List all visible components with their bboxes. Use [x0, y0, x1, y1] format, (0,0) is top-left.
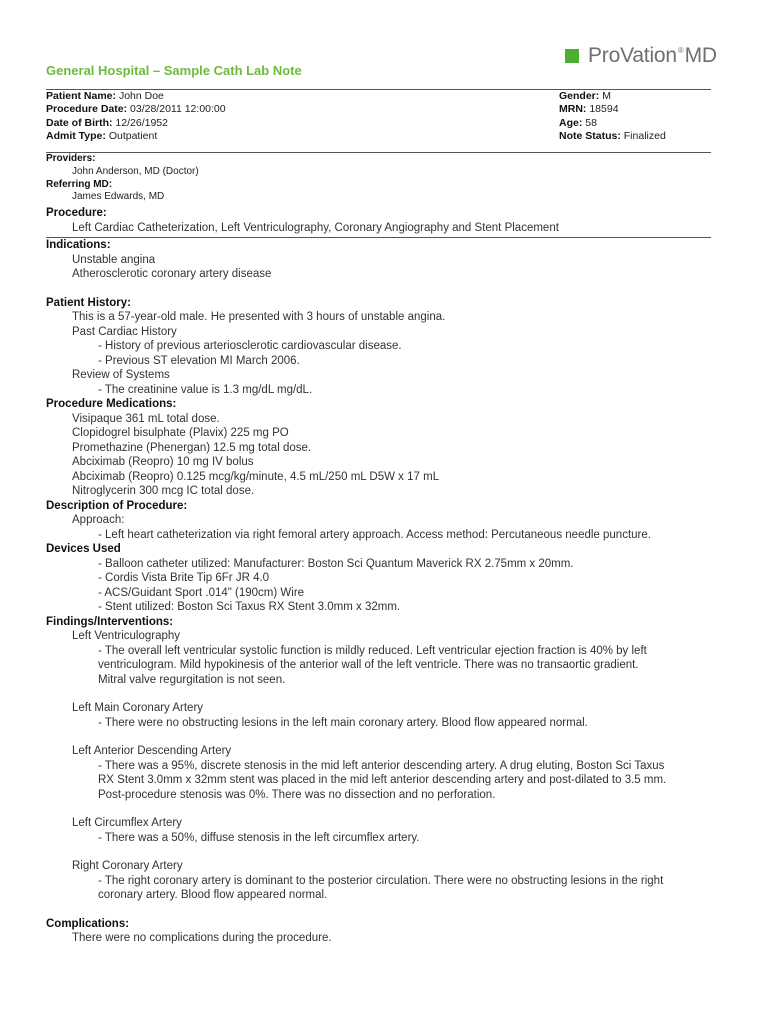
medications-section [46, 397, 716, 499]
logo-square-icon [565, 49, 579, 63]
medication-item: Nitroglycerin 300 mcg IC total dose. [72, 485, 255, 498]
approach-label: Approach: [72, 514, 125, 527]
past-cardiac-item: - Previous ST elevation MI March 2006. [98, 354, 300, 367]
admit-type: Outpatient [108, 129, 158, 142]
procedure-section [46, 206, 716, 235]
procedure-date-row: Procedure Date: 03/28/2011 12:00:00 [46, 103, 226, 116]
device-item: - Cordis Vista Brite Tip 6Fr JR 4.0 [98, 572, 270, 585]
findings-label: Findings/Interventions: [46, 615, 174, 628]
patient-info-left [46, 90, 226, 143]
finding-line: Post-procedure stenosis was 0%. There was no dissection and no perforation. [98, 788, 496, 801]
indications-label: Indications: [46, 239, 111, 252]
review-systems-item: - The creatinine value is 1.3 mg/dL mg/dL. [98, 383, 313, 396]
finding-title: Left Ventriculography [72, 630, 181, 643]
medication-item: Clopidogrel bisulphate (Plavix) 225 mg PO [72, 427, 289, 440]
finding-line: - There was a 50%, diffuse stenosis in the left circumflex artery. [98, 831, 420, 844]
note-content [46, 153, 716, 946]
medication-item: Abciximab (Reopro) 10 mg IV bolus [72, 456, 254, 469]
dob-row: Date of Birth: 12/26/1952 [46, 116, 168, 129]
logo-brand: ProVation [588, 44, 677, 67]
logo-suffix: MD [684, 44, 717, 67]
page-title: General Hospital – Sample Cath Lab Note [46, 63, 302, 78]
mrn-row: MRN: 18594 [559, 103, 619, 116]
indications-section [46, 238, 716, 282]
finding-title: Left Circumflex Artery [72, 817, 182, 830]
finding-title: Left Main Coronary Artery [72, 702, 204, 715]
findings-section [46, 615, 716, 917]
finding-title: Left Anterior Descending Artery [72, 745, 232, 758]
finding-line: - The overall left ventricular systolic function is mildly reduced. Left ventricular ejection fraction is 40% by left [98, 644, 647, 657]
approach-text: - Left heart catheterization via right femoral artery approach. Access method: Percutaneous needle puncture. [98, 528, 651, 541]
description-section [46, 499, 716, 543]
note-status-row: Note Status: Finalized [559, 129, 666, 142]
provation-logo [565, 44, 717, 68]
device-item: - Balloon catheter utilized: Manufacturer: Boston Sci Quantum Maverick RX 2.75mm x 20mm. [98, 557, 574, 570]
past-cardiac-item: - History of previous arteriosclerotic cardiovascular disease. [98, 340, 402, 353]
finding-line: - There were no obstructing lesions in the left main coronary artery. Blood flow appeared normal. [98, 716, 588, 729]
past-cardiac-label: Past Cardiac History [72, 325, 177, 338]
devices-label: Devices Used [46, 543, 121, 556]
patient-name: John Doe [118, 90, 164, 102]
referring-md-label: Referring MD: [46, 178, 113, 190]
age: 58 [585, 116, 597, 129]
finding-line: - The right coronary artery is dominant to the posterior circulation. There were no obstructing lesions in the right [98, 874, 664, 887]
finding-title: Right Coronary Artery [72, 860, 183, 873]
indication-item: Unstable angina [72, 253, 156, 266]
complications-label: Complications: [46, 917, 130, 930]
patient-name-row: Patient Name: John Doe [46, 90, 164, 102]
medication-item: Abciximab (Reopro) 0.125 mcg/kg/minute, 4.5 mL/250 mL D5W x 17 mL [72, 470, 440, 483]
complications-section [46, 917, 716, 946]
review-systems-label: Review of Systems [72, 369, 170, 382]
indication-item: Atherosclerotic coronary artery disease [72, 268, 272, 281]
admit-type-row: Admit Type: Outpatient [46, 129, 158, 142]
procedure-text: Left Cardiac Catheterization, Left Ventriculography, Coronary Angiography and Stent Placement [72, 221, 559, 234]
procedure-label: Procedure: [46, 207, 107, 220]
referring-md-name: James Edwards, MD [72, 191, 165, 203]
device-item: - Stent utilized: Boston Sci Taxus RX Stent 3.0mm x 32mm. [98, 601, 401, 614]
history-intro: This is a 57-year-old male. He presented with 3 hours of unstable angina. [72, 311, 446, 324]
gender: M [602, 90, 611, 102]
finding-line: RX Stent 3.0mm x 32mm stent was placed in the mid left anterior descending artery and post-dilated to 3.5 mm. [98, 774, 667, 787]
history-section [46, 296, 716, 398]
provider-name: John Anderson, MD (Doctor) [72, 165, 199, 177]
medication-item: Promethazine (Phenergan) 12.5 mg total dose. [72, 441, 312, 454]
finding-line: coronary artery. Blood flow appeared normal. [98, 889, 328, 902]
device-item: - ACS/Guidant Sport .014" (190cm) Wire [98, 586, 305, 599]
medication-item: Visipaque 361 mL total dose. [72, 412, 220, 425]
devices-section [46, 542, 716, 615]
logo-reg: ® [677, 46, 684, 55]
providers-section [46, 153, 716, 204]
complications-text: There were no complications during the procedure. [72, 932, 332, 945]
finding-line: - There was a 95%, discrete stenosis in the mid left anterior descending artery. A drug eluting, Boston Sci Taxus [98, 759, 665, 772]
description-label: Description of Procedure: [46, 499, 188, 512]
gender-row: Gender: M [559, 90, 611, 102]
finding-line: Mitral valve regurgitation is not seen. [98, 673, 286, 686]
finding-line: ventriculogram. Mild hypokinesis of the anterior wall of the left ventricle. There was no transaortic gradient. [98, 659, 639, 672]
note-status: Finalized [623, 129, 666, 142]
history-label: Patient History: [46, 296, 131, 309]
providers-label: Providers: [46, 153, 96, 164]
date-of-birth: 12/26/1952 [115, 116, 168, 129]
mrn: 18594 [589, 103, 619, 116]
age-row: Age: 58 [559, 116, 597, 129]
patient-info-right [559, 90, 666, 143]
procedure-date: 03/28/2011 12:00:00 [130, 103, 226, 116]
medications-label: Procedure Medications: [46, 398, 177, 411]
